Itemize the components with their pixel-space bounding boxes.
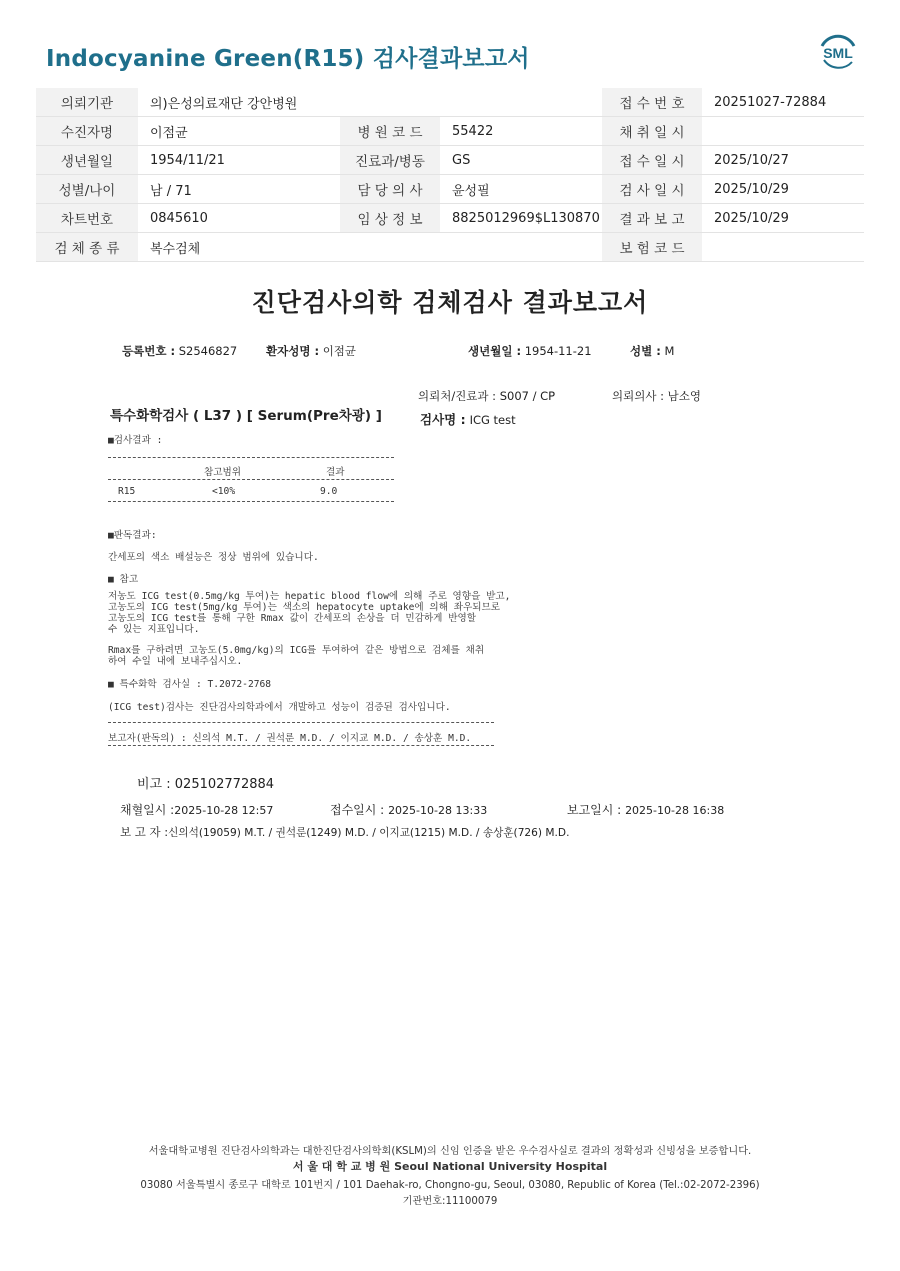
- label-birth-date: 생년월일: [36, 146, 138, 175]
- table-row: [36, 233, 864, 262]
- lab-contact: ■ 특수화학 검사실 : T.2072-2768: [108, 679, 272, 690]
- value-department: GS: [440, 146, 602, 175]
- footer-certification: 서울대학교병원 진단검사의학과는 대한진단검사의학회(KSLM)의 신임 인증을 받은 우수검사실로 결과의 정확성과 신빙성을 보증합니다.: [148, 1146, 752, 1157]
- rmax-text: Rmax를 구하려면 고농도(5.0mg/kg)의 ICG를 투여하여 같은 방법으로 검체를 채취 하여 수일 내에 보내주십시오.: [108, 645, 485, 667]
- report-datetime: 보고일시 : 2025-10-28 16:38: [567, 803, 725, 817]
- collection-datetime: 채혈일시 :2025-10-28 12:57: [120, 803, 274, 817]
- label-hospital-code: 병 원 코 드: [340, 117, 440, 146]
- value-hospital-code: 55422: [440, 117, 602, 146]
- label-attending-doctor: 담 당 의 사: [340, 175, 440, 204]
- result-value: 9.0: [320, 486, 338, 497]
- label-collection-date: 채 취 일 시: [602, 117, 702, 146]
- reporters: 보 고 자 :신의석(19059) M.T. / 권석룬(1249) M.D. / 이지교(1215) M.D. / 송상훈(726) M.D.: [120, 825, 570, 839]
- col-reference-range: 참고범위: [204, 467, 242, 478]
- value-insurance-code: [702, 233, 864, 262]
- patient-name: 환자성명 : 이점균: [266, 344, 357, 358]
- patient-info-table: [36, 88, 864, 262]
- label-patient-name: 수진자명: [36, 117, 138, 146]
- label-result-report: 결 과 보 고: [602, 204, 702, 233]
- label-clinical-info: 임 상 정 보: [340, 204, 440, 233]
- report-heading: 진단검사의학 검체검사 결과보고서: [251, 288, 649, 317]
- sex: 성별 : M: [630, 344, 675, 358]
- label-specimen-type: 검 체 종 류: [36, 233, 138, 262]
- note-header: ■ 참고: [108, 574, 139, 585]
- requesting-department: 의뢰처/진료과 : S007 / CP: [418, 389, 556, 403]
- divider: [108, 501, 394, 502]
- reporter-line: 보고자(판독의) : 신의석 M.T. / 권석룬 M.D. / 이지교 M.D. / 송상훈 M.D.: [108, 733, 472, 744]
- divider: [108, 457, 394, 458]
- receipt-datetime: 접수일시 : 2025-10-28 13:33: [330, 803, 488, 817]
- registration-number: 등록번호 : S2546827: [122, 344, 238, 358]
- value-chart-number: 0845610: [138, 204, 340, 233]
- value-attending-doctor: 윤성필: [440, 175, 602, 204]
- section-title: 특수화학검사 ( L37 ) [ Serum(Pre차광) ]: [110, 408, 382, 424]
- sml-logo: [816, 30, 860, 74]
- result-reference: <10%: [212, 486, 236, 497]
- value-patient-name: 이점균: [138, 117, 340, 146]
- footer-address: 03080 서울특별시 종로구 대학로 101번지 / 101 Daehak-ro, Chongno-gu, Seoul, 03080, Republic of Korea (Tel.:02-2072-2396): [140, 1180, 760, 1191]
- label-receipt-number: 접 수 번 호: [602, 88, 702, 117]
- table-row: [36, 88, 864, 117]
- remark: 비고 : 025102772884: [137, 777, 275, 792]
- result-header: ■검사결과 :: [108, 435, 163, 446]
- table-row: [36, 175, 864, 204]
- value-requesting-institution: 의)은성의료재단 강안병원: [138, 88, 602, 117]
- value-collection-date: [702, 117, 864, 146]
- divider: [108, 479, 394, 480]
- footer-institution-number: 기관번호:11100079: [402, 1196, 498, 1207]
- table-row: [36, 117, 864, 146]
- birth-date: 생년월일 : 1954-11-21: [468, 344, 592, 358]
- table-row: [36, 146, 864, 175]
- report-title: Indocyanine Green(R15) 검사결과보고서: [46, 46, 530, 72]
- label-requesting-institution: 의뢰기관: [36, 88, 138, 117]
- interpretation-header: ■판독결과:: [108, 530, 157, 541]
- test-name: 검사명 : ICG test: [420, 412, 516, 427]
- label-department: 진료과/병동: [340, 146, 440, 175]
- value-test-date: 2025/10/29: [702, 175, 864, 204]
- value-birth-date: 1954/11/21: [138, 146, 340, 175]
- col-result: 결과: [326, 467, 345, 478]
- value-sex-age: 남 / 71: [138, 175, 340, 204]
- label-insurance-code: 보 험 코 드: [602, 233, 702, 262]
- interpretation-text: 간세포의 색소 배설능은 정상 범위에 있습니다.: [108, 552, 319, 563]
- result-item: R15: [118, 486, 136, 497]
- footer-hospital-name: 서 울 대 학 교 병 원 Seoul National University Hospital: [292, 1160, 608, 1173]
- table-row: [36, 204, 864, 233]
- value-specimen-type: 복수검체: [138, 233, 602, 262]
- value-clinical-info: 8825012969$L130870: [440, 204, 602, 233]
- label-sex-age: 성별/나이: [36, 175, 138, 204]
- divider: [108, 722, 494, 723]
- divider: [108, 745, 494, 746]
- value-receipt-date: 2025/10/27: [702, 146, 864, 175]
- value-result-report: 2025/10/29: [702, 204, 864, 233]
- value-receipt-number: 20251027-72884: [702, 88, 864, 117]
- development-note: (ICG test)검사는 진단검사의학과에서 개발하고 성능이 검증된 검사입니다.: [108, 702, 451, 713]
- label-test-date: 검 사 일 시: [602, 175, 702, 204]
- logo-text: SML: [823, 45, 853, 61]
- note-text: 저농도 ICG test(0.5mg/kg 투여)는 hepatic blood flow에 의해 주로 영향을 받고, 고농도의 ICG test(5mg/kg 투여)는 색소의 hepatocyte uptake에 의해 좌우되므로 고농도의 ICG test를 통해 구한 Rmax 값이 간세포의 손상을 더 민감하게 반영할 수 있는 지표입니다.: [108, 591, 511, 635]
- label-receipt-date: 접 수 일 시: [602, 146, 702, 175]
- requesting-doctor: 의뢰의사 : 남소영: [612, 389, 701, 403]
- label-chart-number: 차트번호: [36, 204, 138, 233]
